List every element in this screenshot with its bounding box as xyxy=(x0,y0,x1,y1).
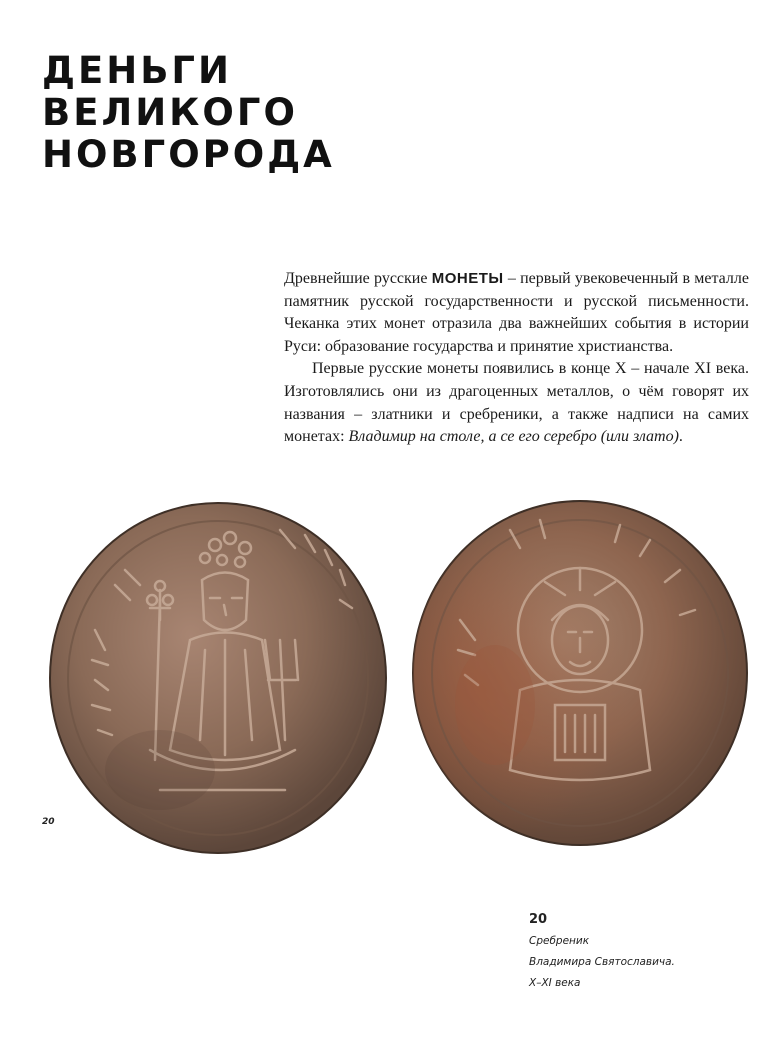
paragraph-2 xyxy=(284,358,749,448)
coin-reverse xyxy=(413,501,747,845)
paragraph-2-end: . xyxy=(678,428,683,446)
paragraph-1-rest: – первый увековеченный в металле памятник русской государственности и русской письменности. Чеканка этих монет отразила два важнейших события в истории Руси: образование государства и принятие христианства. xyxy=(284,270,749,355)
page-title xyxy=(42,50,335,176)
title-line-3: НОВГОРОДА xyxy=(42,133,335,176)
page-number: 20 xyxy=(42,817,55,827)
caption-number: 20 xyxy=(529,912,548,927)
coin-inscription-quote: Владимир на столе, а се его серебро (или злато) xyxy=(348,428,679,446)
paragraph-1-lead: Древнейшие русские xyxy=(284,270,432,287)
figure-caption xyxy=(529,911,675,994)
caption-line-2: Владимира Святославича. xyxy=(529,956,675,968)
coin-obverse xyxy=(50,503,386,853)
paragraph-1 xyxy=(284,268,749,358)
caption-line-3: X–XI века xyxy=(529,977,581,989)
caption-line-1: Сребреник xyxy=(529,935,590,947)
title-line-1: ДЕНЬГИ xyxy=(42,49,232,92)
coins-photo xyxy=(40,490,760,870)
keyword-coins: МОНЕТЫ xyxy=(431,270,504,287)
paragraph-2-main: Первые русские монеты появились в конце X – начале XI века. Изготовлялись они из драгоценных металлов, о чём говорят их названия – златники и сребреники, а также надписи на самих монетах: xyxy=(284,360,749,446)
article-body xyxy=(284,268,749,449)
title-line-2: ВЕЛИКОГО xyxy=(42,91,298,134)
